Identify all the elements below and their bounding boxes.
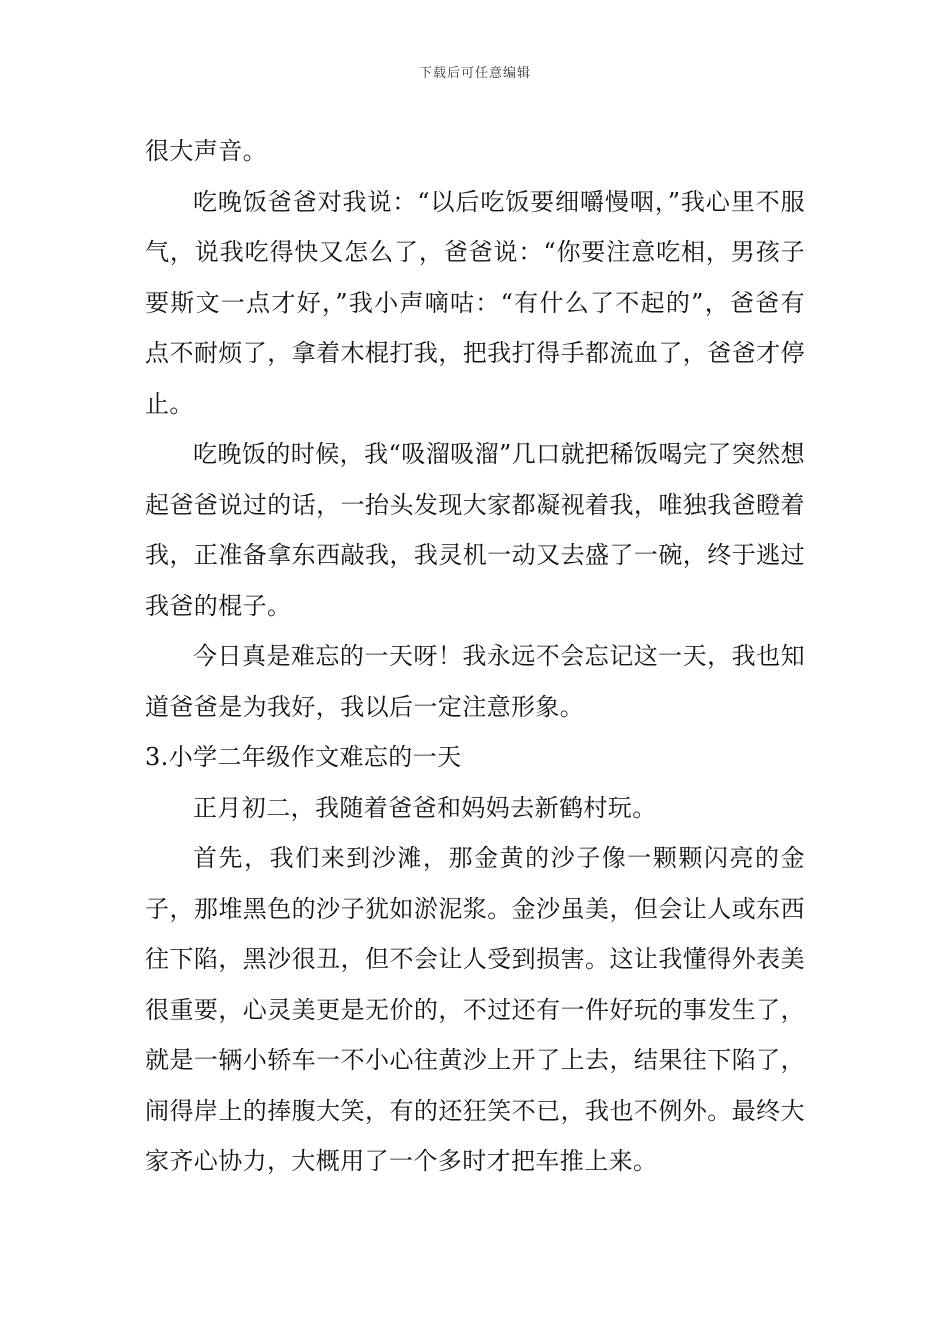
section-heading: 3.小学二年级作文难忘的一天 (145, 743, 462, 771)
paragraph-continuation: 很大声音。 (145, 137, 267, 165)
paragraph: 吃晚饭爸爸对我说：“以后吃饭要细嚼慢咽，”我心里不服气，说我吃得快又怎么了，爸爸说：“你要注意吃相，男孩子要斯文一点才好，”我小声嘀咕：“有什么了不起的”，爸爸有点不耐烦了，拿着木棍打我，把我打得手都流血了，爸爸才停止。 (145, 187, 805, 418)
paragraph: 今日真是难忘的一天呀！我永远不会忘记这一天，我也知道爸爸是为我好，我以后一定注意形象。 (145, 642, 805, 721)
paragraph: 正月初二，我随着爸爸和妈妈去新鹤村玩。 (193, 793, 657, 822)
page-header: 下载后可任意编辑 (418, 66, 531, 81)
paragraph: 首先，我们来到沙滩，那金黄的沙子像一颗颗闪亮的金子，那堆黑色的沙子犹如淤泥浆。金沙虽美，但会让人或东西往下陷，黑沙很丑，但不会让人受到损害。这让我懂得外表美很重要，心灵美更是无价的，不过还有一件好玩的事发生了，就是一辆小轿车一不小心往黄沙上开了上去，结果往下陷了，闹得岸上的捧腹大笑，有的还狂笑不已，我也不例外。最终大家齐心协力，大概用了一个多时才把车推上来。 (145, 844, 805, 1175)
body-text (145, 126, 805, 1187)
paragraph: 吃晚饭的时候，我“吸溜吸溜”几口就把稀饭喝完了突然想起爸爸说过的话，一抬头发现大家都凝视着我，唯独我爸瞪着我，正准备拿东西敲我，我灵机一动又去盛了一碗，终于逃过我爸的棍子。 (145, 440, 805, 620)
